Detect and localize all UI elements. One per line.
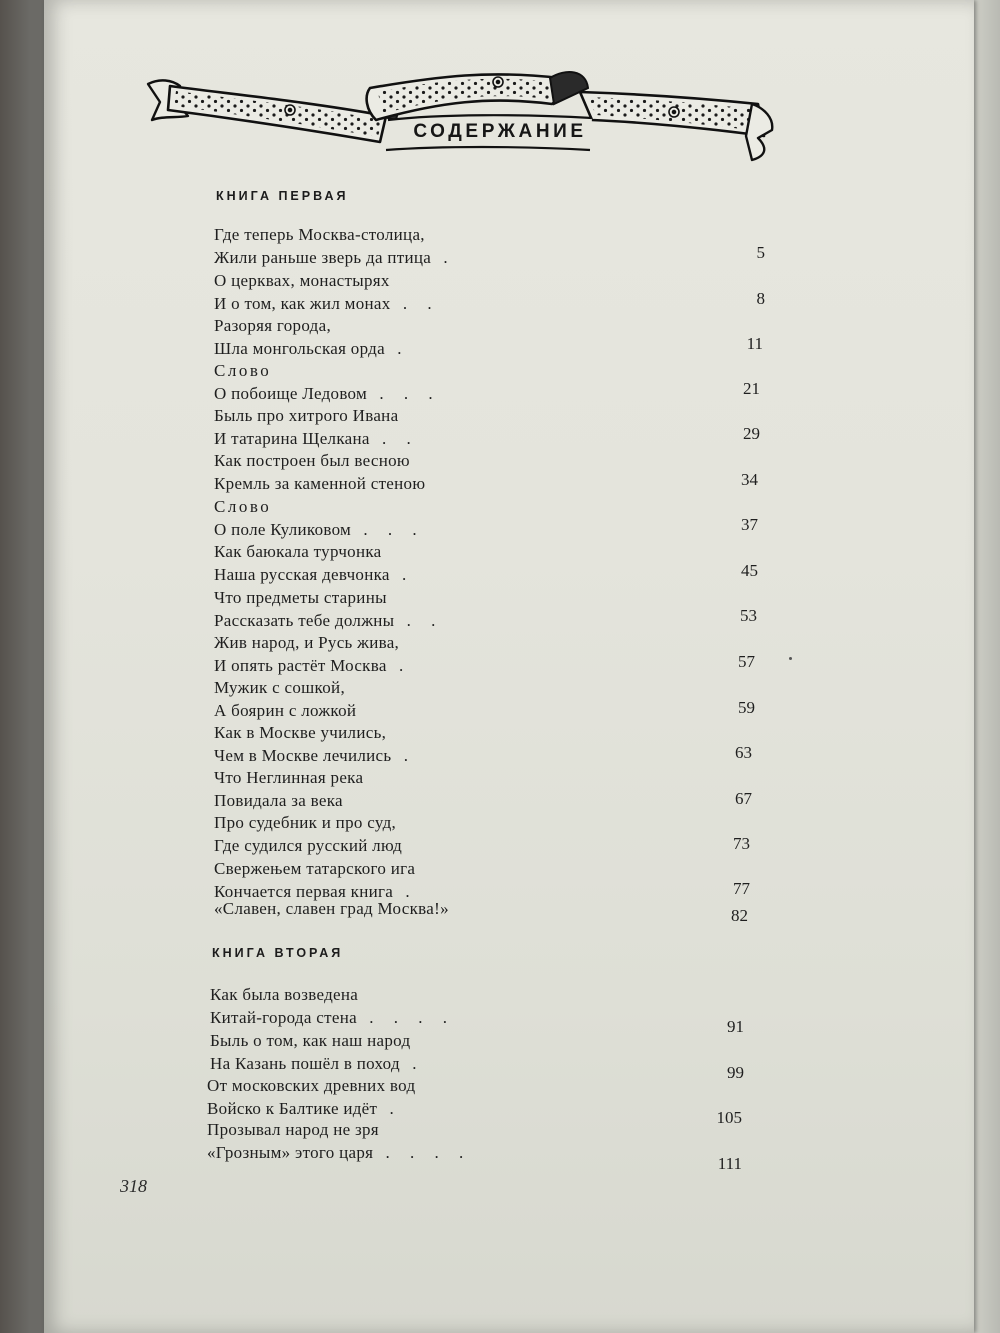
entry-line: Что предметы старины — [214, 588, 387, 607]
entry-line: От московских древних вод — [207, 1076, 416, 1095]
section-heading-book-two: КНИГА ВТОРАЯ — [212, 946, 344, 960]
toc-entry — [214, 360, 774, 405]
dot-leader: . — [389, 564, 415, 584]
entry-line: О побоище Ледовом — [214, 383, 368, 403]
page-number: 99 — [727, 1063, 744, 1082]
entry-line: Разоряя города, — [214, 316, 332, 335]
page-number: 34 — [741, 470, 758, 489]
entry-line: Как баюкала турчонка — [214, 542, 382, 561]
page-number: 105 — [716, 1108, 742, 1127]
page-number: 73 — [733, 834, 750, 853]
page-number: 63 — [735, 743, 752, 762]
entry-line: Шла монгольская орда — [214, 338, 385, 358]
page-number: 21 — [743, 379, 760, 398]
entry-line: Свержењем татарского ига — [214, 859, 416, 878]
toc-entry — [214, 767, 774, 812]
entry-line: Быль про хитрого Ивана — [214, 406, 399, 425]
entry-line: Чем в Москве лечились — [214, 745, 392, 765]
page-number: 8 — [756, 289, 765, 308]
dot-leader: . . . . — [356, 1007, 455, 1027]
toc-entry — [214, 496, 774, 541]
section-heading-book-one: КНИГА ПЕРВАЯ — [216, 189, 349, 203]
entry-line: Жив народ, и Русь жива, — [214, 633, 400, 652]
toc-entry — [214, 587, 774, 632]
dot-leader: . . — [369, 428, 419, 448]
dot-leader: . — [393, 881, 418, 901]
ribbon-banner-ornament — [140, 58, 780, 163]
entry-line: Как в Москве учились, — [214, 723, 387, 742]
toc-entry — [214, 632, 774, 677]
dot-leader: . — [384, 338, 410, 358]
entry-line: Жили раньше зверь да птица — [214, 247, 432, 267]
toc-entry — [214, 405, 774, 450]
dot-leader: . . . — [367, 383, 441, 403]
entry-line: Прозывал народ не зря — [207, 1120, 379, 1139]
toc-entry — [214, 450, 774, 495]
entry-line: И опять растёт Москва — [214, 655, 387, 675]
entry-line: А боярин с ложкой — [214, 700, 357, 720]
page-number: 111 — [717, 1154, 742, 1173]
toc-entry — [214, 722, 774, 767]
entry-line: «Славен, славен град Москва!» — [214, 899, 449, 918]
entry-line-with-leader — [214, 473, 774, 496]
entry-line: Рассказать тебе должны — [214, 610, 395, 630]
entry-line-with-leader — [214, 564, 774, 587]
entry-line: Где судился русский люд — [214, 835, 403, 855]
entry-line: «Грозным» этого царя — [207, 1142, 374, 1162]
paper-speck — [789, 657, 792, 660]
dot-leader: . — [386, 655, 412, 675]
entry-line: Как была возведена — [210, 985, 359, 1004]
entry-line: Китай-города стена — [210, 1007, 357, 1027]
page-number: 29 — [743, 424, 760, 443]
dot-leader: . — [399, 1053, 425, 1073]
entry-line: Кончается первая книга — [214, 881, 394, 901]
entry-line: Как построен был весною — [214, 451, 410, 470]
toc-entry — [214, 270, 774, 315]
page-number: 59 — [738, 698, 755, 717]
page-number: 11 — [746, 334, 763, 353]
dot-leader: . . . . — [373, 1142, 472, 1162]
entry-line: Где теперь Москва-столица, — [214, 225, 425, 244]
entry-line: Про судебник и про суд, — [214, 813, 397, 832]
entry-line: И о том, как жил монах — [214, 293, 391, 313]
entry-line: О церквах, монастырях — [214, 271, 390, 290]
toc-entry — [214, 677, 774, 722]
page-number: 45 — [741, 561, 758, 580]
entry-line: Наша русская девчонка — [214, 564, 390, 584]
page-number: 77 — [733, 879, 750, 898]
entry-line: Мужик с сошкой, — [214, 678, 345, 697]
folio-page-number: 318 — [120, 1176, 147, 1196]
entry-line: Войско к Балтике идёт — [207, 1098, 378, 1118]
entry-line-with-leader — [214, 655, 774, 678]
entry-line: Слово — [214, 361, 272, 380]
entry-line-with-leader — [214, 338, 774, 361]
entry-line: Повидала за века — [214, 790, 343, 810]
entry-line: Кремль за каменной стеною — [214, 473, 426, 493]
entry-line-with-leader — [214, 428, 774, 451]
entry-line-with-leader — [214, 610, 774, 633]
page-title: СОДЕРЖАНИЕ — [413, 121, 587, 142]
entry-line-with-leader — [214, 745, 774, 768]
dot-leader: . — [377, 1098, 402, 1118]
entry-line: И татарина Щелкана — [214, 428, 370, 448]
dot-leader: . — [391, 745, 416, 765]
page-number: 53 — [740, 606, 757, 625]
page-number: 37 — [741, 515, 758, 534]
page-number: 82 — [731, 906, 748, 925]
entry-line: Что Неглинная река — [214, 768, 364, 787]
dot-leader: . . . — [351, 519, 425, 539]
page-number: 5 — [756, 243, 765, 262]
dot-leader: . . — [394, 610, 444, 630]
toc-entry — [214, 541, 774, 586]
toc-entry — [214, 224, 774, 269]
entry-line-with-leader — [214, 293, 774, 316]
entry-line-with-leader — [214, 519, 774, 542]
entry-line-with-leader — [214, 700, 774, 723]
toc-entry — [214, 315, 774, 360]
dot-leader: . . — [390, 293, 440, 313]
entry-line: Быль о том, как наш народ — [210, 1031, 411, 1050]
entry-line-with-leader — [214, 383, 774, 406]
entry-line-with-leader — [214, 247, 774, 270]
page-number: 91 — [727, 1017, 744, 1036]
entry-line: Слово — [214, 497, 272, 516]
dot-leader: . — [431, 247, 456, 267]
page-number: 57 — [738, 652, 755, 671]
entry-line: О поле Куликовом — [214, 519, 352, 539]
page-number: 67 — [735, 789, 752, 808]
entry-line-with-leader — [214, 790, 774, 813]
entry-line: На Казань пошёл в поход — [210, 1053, 400, 1073]
